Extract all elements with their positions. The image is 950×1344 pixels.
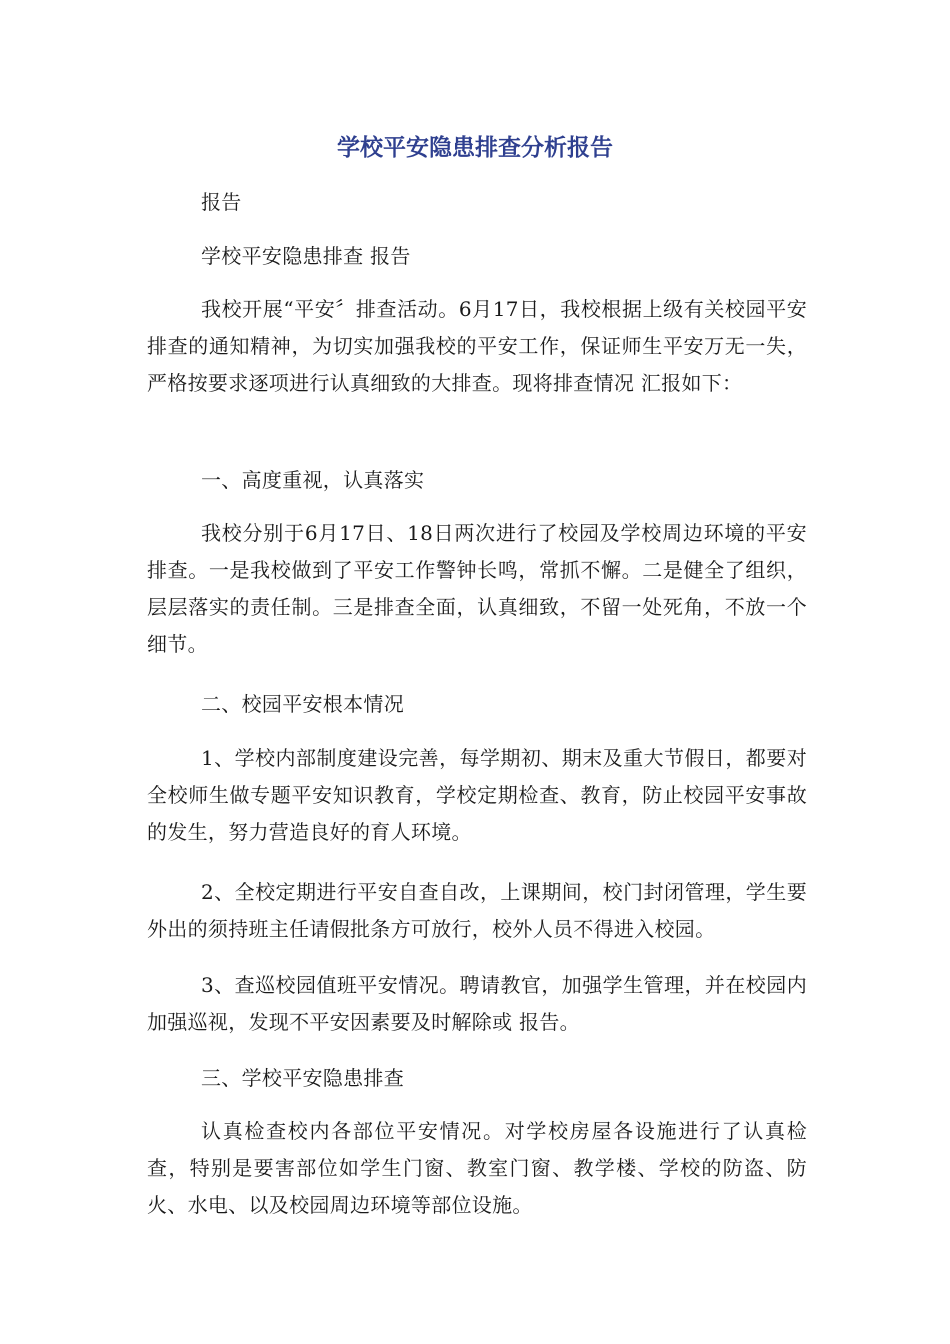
section-heading-3: 三、学校平安隐患排查 (201, 1066, 404, 1090)
section-heading-2: 二、校园平安根本情况 (201, 692, 404, 716)
section-heading-1: 一、高度重视，认真落实 (201, 468, 425, 492)
paragraph-section-3-body: 认真检查校内各部位平安情况。对学校房屋各设施进行了认真检查，特别是要害部位如学生门窗、教室门窗、教学楼、学校的防盗、防火、水电、以及校园周边环境等部位设施。 (147, 1119, 807, 1217)
paragraph-item-1: 1、学校内部制度建设完善，每学期初、期末及重大节假日，都要对全校师生做专题平安知识教育，学校定期检查、教育，防止校园平安事故的发生，努力营造良好的育人环境。 (147, 746, 807, 844)
paragraph-intro: 我校开展“平安〞排查活动。6月17日，我校根据上级有关校园平安排查的通知精神，为切实加强我校的平安工作，保证师生平安万无一失，严格按要求逐项进行认真细致的大排查。现将排查情况 汇报如下： (147, 297, 807, 395)
paragraph-subtitle: 学校平安隐患排查 报告 (201, 244, 411, 268)
paragraph-section-1-body: 我校分别于6月17日、18日两次进行了校园及学校周边环境的平安排查。一是我校做到了平安工作警钟长鸣，常抓不懈。二是健全了组织，层层落实的责任制。三是排查全面，认真细致，不留一处死角，不放一个细节。 (147, 521, 807, 656)
document-title: 学校平安隐患排查分析报告 (337, 135, 613, 161)
paragraph-item-2: 2、全校定期进行平安自查自改，上课期间，校门封闭管理，学生要外出的须持班主任请假批条方可放行，校外人员不得进入校园。 (147, 880, 807, 941)
paragraph-item-3: 3、查巡校园值班平安情况。聘请教官，加强学生管理，并在校园内加强巡视，发现不平安因素要及时解除或 报告。 (147, 973, 807, 1034)
paragraph-label-report: 报告 (201, 190, 242, 214)
